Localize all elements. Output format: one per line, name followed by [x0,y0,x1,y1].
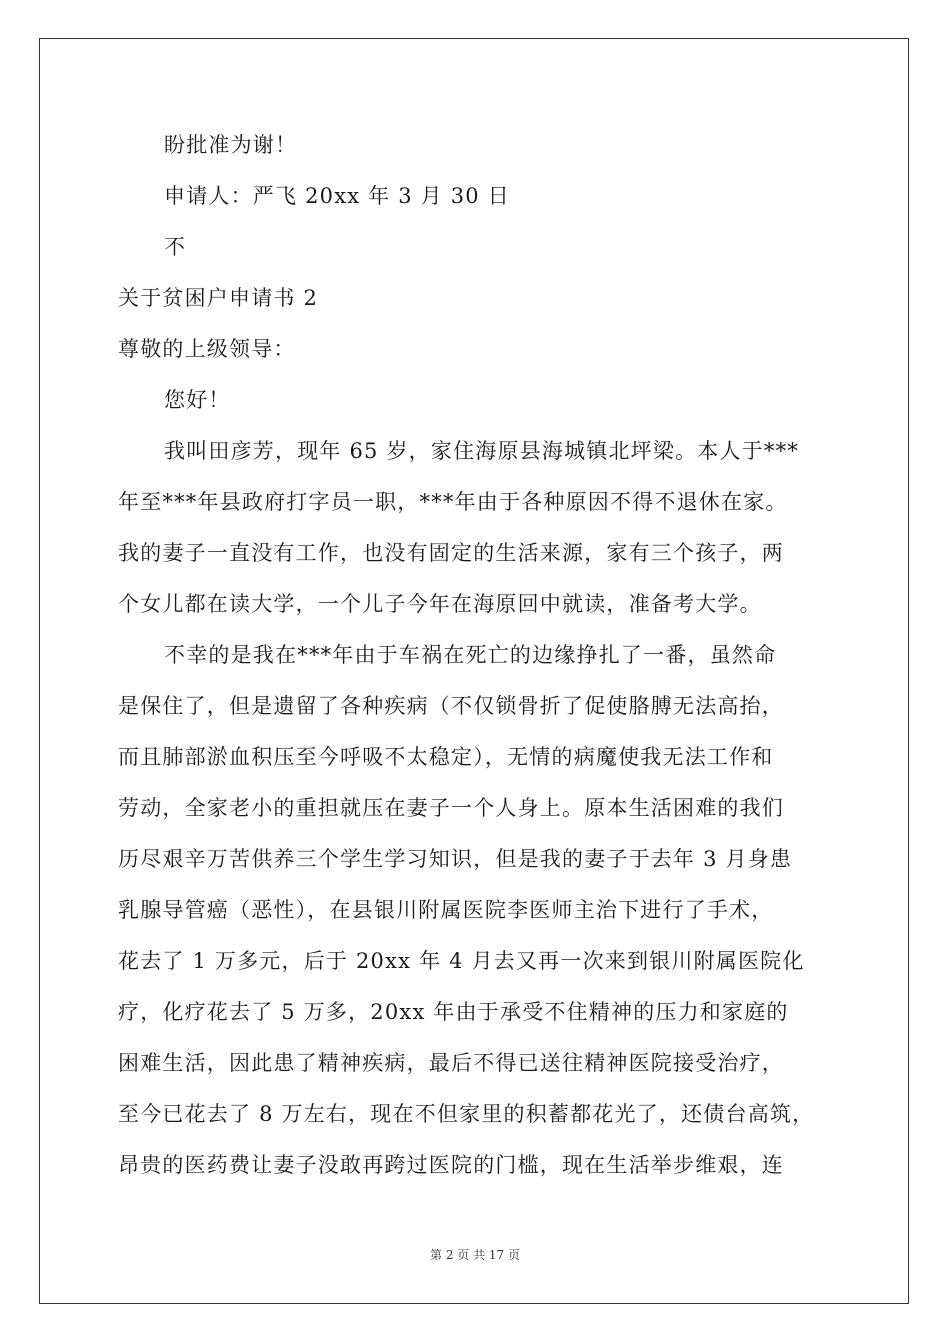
paragraph-line: 是保住了，但是遗留了各种疾病（不仅锁骨折了促使胳膊无法高抬， [118,694,784,718]
paragraph-line: 不幸的是我在***年由于车祸在死亡的边缘挣扎了一番，虽然命 [164,643,777,667]
paragraph-line: 年至***年县政府打字员一职，***年由于各种原因不得不退休在家。 [118,490,788,514]
paragraph-line: 而且肺部淤血积压至今呼吸不太稳定），无情的病魔使我无法工作和 [118,745,774,769]
paragraph-line: 历尽艰辛万苦供养三个学生学习知识，但是我的妻子于去年 3 月身患 [118,847,793,871]
paragraph-line: 困难生活，因此患了精神疾病，最后不得已送往精神医院接受治疗， [118,1051,784,1075]
paragraph-line: 个女儿都在读大学，一个儿子今年在海原回中就读，准备考大学。 [118,592,762,616]
paragraph-line: 我叫田彦芳，现年 65 岁，家住海原县海城镇北坪梁。本人于*** [164,439,799,463]
applicant-signature-line: 申请人：严飞 20xx 年 3 月 30 日 [164,184,510,208]
paragraph-line: 疗，化疗花去了 5 万多，20xx 年由于承受不住精神的压力和家庭的 [118,1000,789,1024]
closing-line: 盼批准为谢！ [164,133,298,157]
salutation: 尊敬的上级领导： [118,337,296,361]
paragraph-line: 乳腺导管癌（恶性），在县银川附属医院李医师主治下进行了手术， [118,898,774,922]
document-body [118,120,836,1191]
greeting: 您好！ [164,388,231,412]
document-title: 关于贫困户申请书 2 [118,286,319,310]
paragraph-line: 花去了 1 万多元，后于 20xx 年 4 月去又再一次来到银川附属医院化 [118,949,805,973]
paragraph-line: 至今已花去了 8 万左右，现在不但家里的积蓄都花光了，还债台高筑， [118,1102,815,1126]
paragraph-line: 劳动，全家老小的重担就压在妻子一个人身上。原本生活困难的我们 [118,796,784,820]
paragraph-line: 昂贵的医药费让妻子没敢再跨过医院的门槛，现在生活举步维艰，连 [118,1153,784,1177]
text-line: 不 [164,235,187,259]
paragraph-line: 我的妻子一直没有工作，也没有固定的生活来源，家有三个孩子，两 [118,541,784,565]
page-number-footer: 第 2 页 共 17 页 [430,1248,520,1262]
